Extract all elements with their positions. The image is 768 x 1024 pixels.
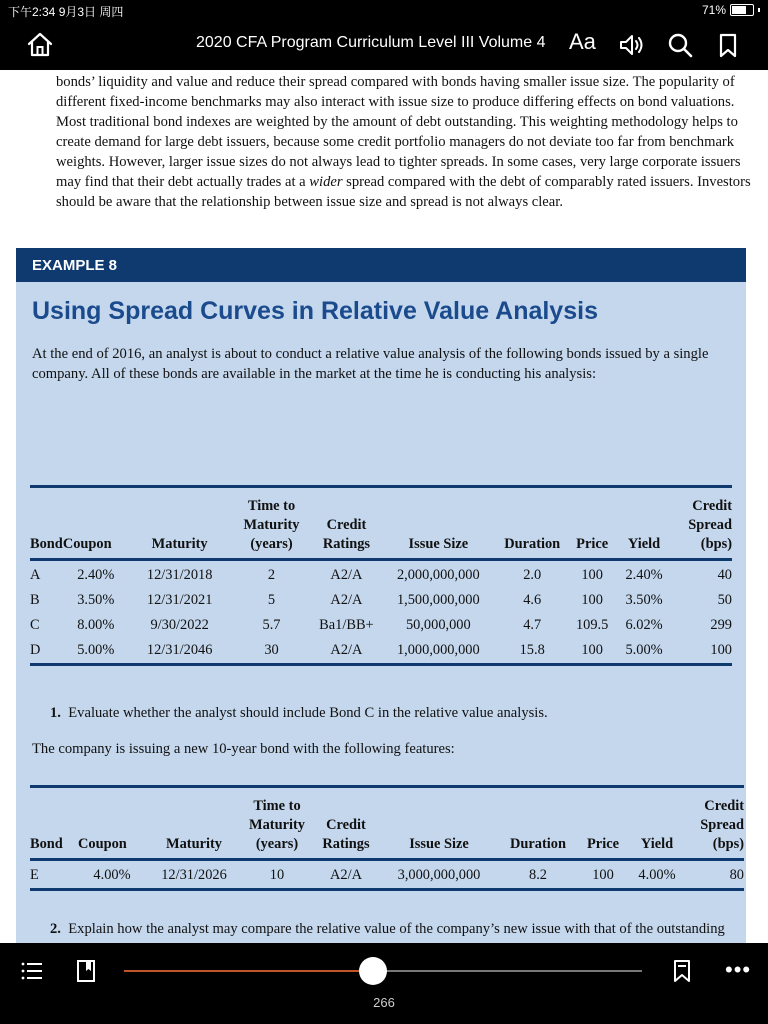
table-cell: 30 xyxy=(264,642,279,658)
table-cell: Ba1/BB+ xyxy=(319,617,374,633)
table-row xyxy=(30,613,732,638)
table-cell: 12/31/2021 xyxy=(146,592,213,608)
column-header: Time to Maturity (years) xyxy=(242,787,312,860)
table-cell: 100 xyxy=(581,592,603,608)
table-cell: 8.00% xyxy=(77,617,115,633)
column-header: Maturity xyxy=(146,787,242,860)
column-header: Bond xyxy=(30,787,78,860)
table-cell: A2/A xyxy=(330,567,363,583)
table-cell: 8.2 xyxy=(529,867,547,883)
table-cell: 100 xyxy=(581,642,603,658)
table-row xyxy=(30,638,732,665)
intro-paragraph: bonds’ liquidity and value and reduce their spread compared with bonds having smaller issue size. The popularity of different fixed-income benchmarks may also interact with issue size to produce differing effects on bond valuations. Most traditional bond indexes are weighted by the amount of debt outstanding. This weighting methodology helps to create demand for large debt issuers, because some credit portfolio managers do not deviate too far from benchmark weights. However, larger issue sizes do not always lead to tighter spreads. In some cases, very large corporate issuers may find that their debt actually trades at a wider spread compared with the debt of comparably rated issuers. Investors should be aware that the relationship between issue size and spread is not always clear. xyxy=(56,74,751,210)
column-header: Maturity xyxy=(129,487,231,560)
table-cell: 3,000,000,000 xyxy=(397,867,481,883)
battery-indicator xyxy=(702,3,760,17)
question-2: 2. Explain how the analyst may compare the relative value of the company’s new issue with that of the outstanding xyxy=(50,921,725,937)
table-cell: 1,000,000,000 xyxy=(396,642,480,658)
table-cell: 4.00% xyxy=(93,867,131,883)
table-cell: 6.02% xyxy=(625,617,663,633)
column-header: Issue Size xyxy=(380,787,498,860)
example-title: Using Spread Curves in Relative Value Analysis xyxy=(32,297,598,325)
table-cell: 299 xyxy=(710,617,732,633)
table-cell: 100 xyxy=(592,867,614,883)
table-cell: 4.00% xyxy=(638,867,676,883)
book-page xyxy=(0,70,768,943)
table-cell: 3.50% xyxy=(625,592,663,608)
table-cell: 100 xyxy=(710,642,732,658)
table-cell: 2.40% xyxy=(625,567,663,583)
status-time-date: 下午2:34 9月3日 周四 xyxy=(8,5,124,19)
table-cell: 50,000,000 xyxy=(405,617,471,633)
column-header: Price xyxy=(578,787,628,860)
table-cell: 9/30/2022 xyxy=(150,617,209,633)
battery-percent: 71% xyxy=(701,3,726,17)
example-label: EXAMPLE 8 xyxy=(16,248,746,282)
table-cell: 4.7 xyxy=(523,617,542,633)
bookmark-icon[interactable] xyxy=(714,31,742,59)
table-cell: B xyxy=(30,592,40,608)
table-cell: A2/A xyxy=(330,592,363,608)
speaker-icon[interactable] xyxy=(617,31,645,59)
table-cell: 15.8 xyxy=(519,642,545,658)
column-header: Duration xyxy=(496,487,568,560)
column-header: Credit Spread (bps) xyxy=(686,787,744,860)
column-header: Coupon xyxy=(63,487,129,560)
table-cell: 80 xyxy=(729,867,744,883)
column-header: Coupon xyxy=(78,787,146,860)
table-row xyxy=(30,560,732,589)
table-cell: A2/A xyxy=(330,867,362,883)
page-number: 266 xyxy=(373,995,395,1010)
top-toolbar xyxy=(0,20,768,70)
table-cell: 5 xyxy=(267,592,276,608)
table-cell: 2 xyxy=(267,567,276,583)
table-cell: 12/31/2018 xyxy=(146,567,213,583)
column-header: Credit Ratings xyxy=(312,787,380,860)
table-cell: 4.6 xyxy=(523,592,542,608)
more-options-icon[interactable]: ••• xyxy=(725,957,752,982)
column-header: Credit Ratings xyxy=(312,487,380,560)
column-header: Duration xyxy=(498,787,578,860)
column-header: Yield xyxy=(628,787,686,860)
table-row xyxy=(30,588,732,613)
table-cell: 5.00% xyxy=(625,642,663,658)
example-paragraph: At the end of 2016, an analyst is about to conduct a relative value analysis of the following bonds issued by a single company. All of these bonds are available in the market at the time he is conducting his analysis: xyxy=(32,346,709,382)
search-icon[interactable] xyxy=(666,31,694,59)
font-settings-button[interactable]: Aa xyxy=(569,29,596,54)
question-1: 1. Evaluate whether the analyst should include Bond C in the relative value analysis. xyxy=(50,705,548,721)
new-bond-table xyxy=(30,785,744,891)
table-of-contents-icon[interactable] xyxy=(20,959,44,983)
new-issue-text: The company is issuing a new 10-year bond with the following features: xyxy=(32,741,455,757)
bookmarks-list-icon[interactable] xyxy=(74,959,98,983)
bookmark-page-icon[interactable] xyxy=(670,959,694,983)
column-header: Issue Size xyxy=(380,487,496,560)
table-cell: 3.50% xyxy=(77,592,115,608)
battery-icon xyxy=(730,4,754,16)
table-cell: E xyxy=(30,867,39,883)
table-cell: 5.00% xyxy=(77,642,115,658)
table-cell: 2,000,000,000 xyxy=(396,567,480,583)
table-cell: 1,500,000,000 xyxy=(396,592,480,608)
progress-slider-thumb[interactable] xyxy=(359,957,387,985)
intro-italic: wider xyxy=(309,174,343,190)
table-cell: A xyxy=(30,567,41,583)
table-row xyxy=(30,860,744,890)
table-cell: 50 xyxy=(717,592,732,608)
column-header: Bond xyxy=(30,487,63,560)
table-cell: 12/31/2046 xyxy=(146,642,213,658)
table-cell: 109.5 xyxy=(575,617,609,633)
bonds-table xyxy=(30,485,732,666)
progress-track-read[interactable] xyxy=(124,970,373,972)
table-cell: 100 xyxy=(581,567,603,583)
table-cell: 12/31/2026 xyxy=(161,867,227,883)
table-cell: C xyxy=(30,617,40,633)
column-header: Time to Maturity (years) xyxy=(231,487,313,560)
progress-track-remaining[interactable] xyxy=(373,970,642,972)
column-header: Yield xyxy=(616,487,672,560)
column-header: Credit Spread (bps) xyxy=(672,487,732,560)
status-bar xyxy=(0,0,768,20)
table-cell: 2.40% xyxy=(77,567,115,583)
table-cell: 5.7 xyxy=(262,617,281,633)
table-cell: 10 xyxy=(269,867,285,883)
table-cell: 40 xyxy=(717,567,732,583)
table-cell: A2/A xyxy=(330,642,363,658)
table-cell: 2.0 xyxy=(523,567,542,583)
home-icon[interactable] xyxy=(26,31,54,59)
book-title: 2020 CFA Program Curriculum Level III Volume 4 xyxy=(196,34,546,51)
column-header: Price xyxy=(568,487,616,560)
example-box xyxy=(16,248,746,968)
bottom-toolbar xyxy=(0,943,768,1024)
table-cell: D xyxy=(30,642,41,658)
